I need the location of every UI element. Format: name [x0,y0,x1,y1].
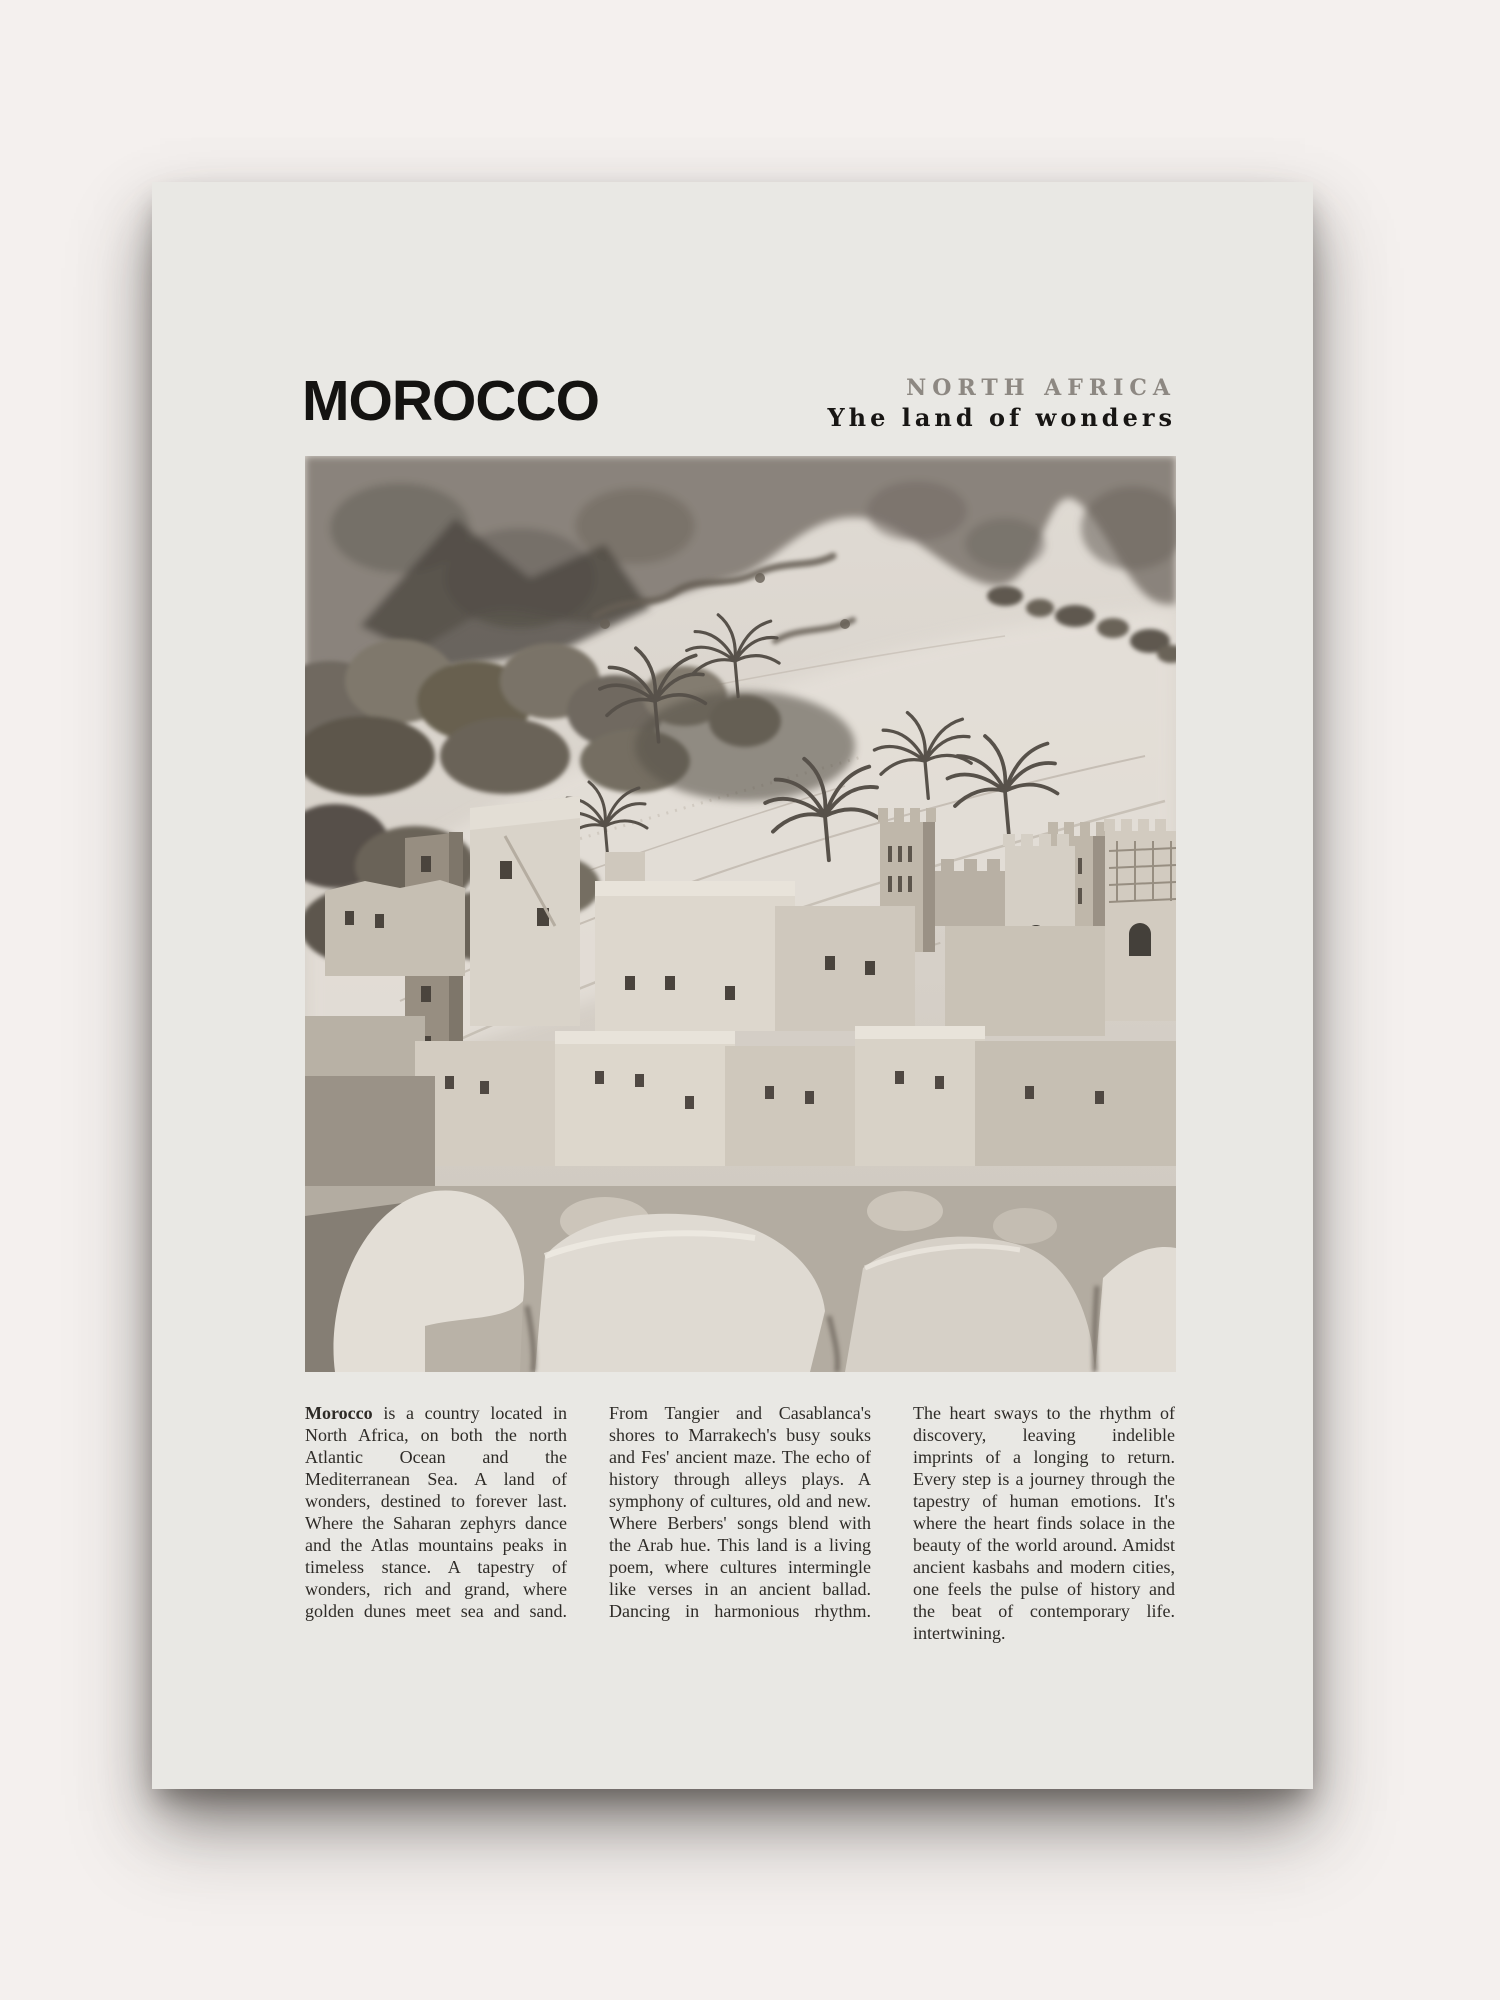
column-text: The heart sways to the rhythm of discovery, leaving indelible imprints of a longing to return. Every step is a journey through the tapestry of human emotions. It's where the heart finds solace in the beauty of the world around. Amidst ancient kasbahs and modern cities, one feels the pulse of history and the beat of contemporary life. intertwining. [913,1403,1175,1643]
kasbah-photo-illustration [305,456,1176,1372]
column-text: is a country located in North Africa, on both the north Atlantic Ocean and the Mediterranean Sea. A land of wonders, destined to forever last. Where the Saharan zephyrs dance and the Atlas mountains peaks in timeless stance. A tapestry of wonders, rich and grand, where golden dunes meet sea and sand. [305,1403,567,1621]
body-column-3 [913,1402,1175,1644]
poster-title: MOROCCO [302,369,599,433]
tagline: Yhe land of wonders [827,403,1176,432]
body-column-2 [609,1402,871,1644]
travel-poster [152,182,1313,1789]
region-label: NORTH AFRICA [906,375,1176,401]
body-text [305,1402,1176,1644]
lead-word: Morocco [305,1403,373,1423]
poster-subtitle-block [828,375,1176,432]
column-text: From Tangier and Casablanca's shores to Marrakech's busy souks and Fes' ancient maze. The echo of history through alleys plays. A symphony of cultures, old and new. Where Berbers' songs blend with the Arab hue. This land is a living poem, where cultures intermingle like verses in an ancient ballad. Dancing in harmonious rhythm. [609,1403,871,1621]
body-column-1 [305,1402,567,1644]
kasbah-photo [305,456,1176,1372]
